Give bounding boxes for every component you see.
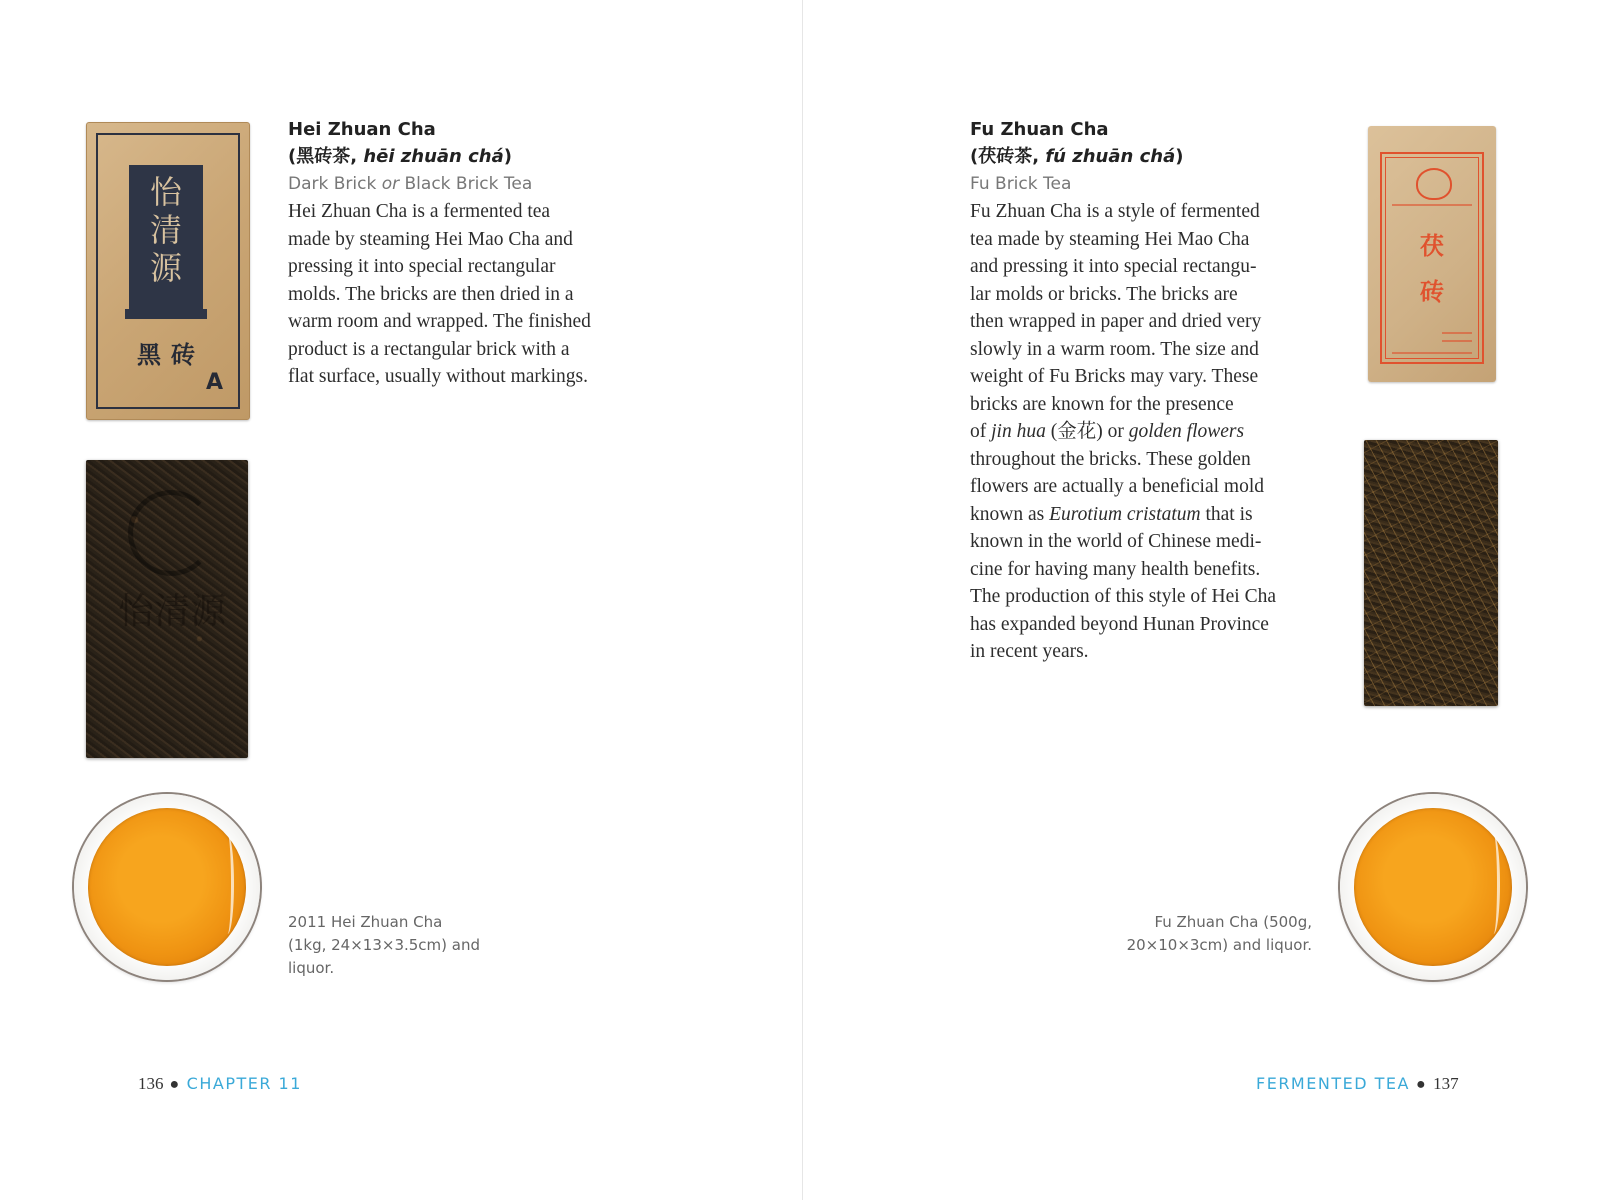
bullet-icon: ● (1415, 1076, 1428, 1093)
wrapper-char: 源 (149, 249, 182, 287)
brick-emboss-crescent (128, 490, 214, 576)
body-line: weight of Fu Bricks may vary. These (970, 366, 1259, 387)
running-head: CHAPTER 11 (186, 1074, 302, 1093)
chinese-suffix: ) (503, 146, 513, 167)
entry-title: Fu Zhuan Cha (970, 119, 1109, 140)
body-line: flowers are actually a beneficial mold (970, 476, 1264, 497)
wrapper-seal (129, 165, 203, 315)
text-run: known as (970, 503, 1050, 525)
text-run: (金花) or (1045, 421, 1129, 442)
caption-line: (1kg, 24×13×3.5cm) and (288, 936, 481, 954)
term-eurotium: Eurotium cristatum (1049, 503, 1201, 525)
body-line: and pressing it into special rectangu- (970, 256, 1257, 277)
body-line: The production of this style of Hei Cha (970, 586, 1276, 607)
body-line: Fu Zhuan Cha is a style of fermented (970, 201, 1260, 222)
wrapper-small-print (1392, 352, 1472, 354)
fu-zhuan-liquor-cup-image (1340, 794, 1526, 980)
wrapper-emblem-icon (1416, 168, 1452, 200)
caption-line: Fu Zhuan Cha (500g, (1154, 913, 1312, 931)
body-line: made by steaming Hei Mao Cha and (288, 228, 573, 250)
fu-zhuan-brick-image (1364, 440, 1498, 706)
brick-emboss-text: 怡清源 (118, 591, 227, 632)
brand-logo-icon: A (205, 370, 223, 395)
chinese-prefix: (黑砖茶, (288, 146, 364, 167)
wrapper-char: 砖 (1420, 277, 1444, 306)
folio-left (138, 1074, 302, 1094)
hei-zhuan-liquor-cup-image (74, 794, 260, 980)
fu-zhuan-wrapped-brick-image (1368, 126, 1496, 382)
text-run: that is (1200, 503, 1253, 525)
body-line: pressing it into special rectangular (288, 256, 556, 277)
english-name-or: or (381, 174, 400, 194)
hei-zhuan-wrapped-brick-image (86, 122, 250, 420)
page-number: 136 (138, 1074, 164, 1093)
body-line: bricks are known for the presence (970, 393, 1234, 415)
image-caption (1100, 911, 1312, 957)
body-line (970, 501, 1320, 529)
english-name-part: Black Brick Tea (399, 174, 533, 194)
term-golden-flowers: golden flowers (1128, 421, 1245, 442)
wrapper-label: 黑砖 (137, 340, 205, 369)
body-line: molds. The bricks are then dried in a (288, 283, 574, 305)
body-line: in recent years. (970, 641, 1089, 662)
chinese-suffix: ) (1175, 146, 1184, 167)
caption-line: 2011 Hei Zhuan Cha (288, 913, 443, 931)
pinyin: fú zhuān chá (1045, 146, 1176, 167)
spread-gutter (802, 0, 803, 1200)
caption-line: 20×10×3cm) and liquor. (1126, 936, 1312, 954)
body-line: tea made by steaming Hei Mao Cha (970, 228, 1250, 250)
entry-english-name: Fu Brick Tea (970, 174, 1072, 194)
entry-body (970, 198, 1320, 666)
body-line: then wrapped in paper and dried very (970, 311, 1262, 332)
hei-zhuan-brick-image (86, 460, 248, 758)
body-line: slowly in a warm room. The size and (970, 338, 1259, 360)
entry-english-name (288, 171, 532, 198)
wrapper-char: 怡 (149, 173, 182, 211)
pinyin: hēi zhuān chá (363, 146, 504, 167)
wrapper-char: 清 (149, 211, 182, 249)
image-caption (288, 911, 480, 980)
body-line: warm room and wrapped. The finished (288, 311, 591, 332)
body-line: known in the world of Chinese medi- (970, 531, 1262, 552)
body-line: throughout the bricks. These golden (970, 448, 1251, 470)
entry-title: Hei Zhuan Cha (288, 119, 436, 140)
chinese-prefix: (茯砖茶, (970, 146, 1046, 167)
cup-shine (221, 834, 234, 934)
wrapper-small-print (1442, 332, 1472, 334)
caption-line: liquor. (288, 959, 335, 977)
folio-right (1256, 1074, 1459, 1094)
page-number: 137 (1433, 1074, 1459, 1093)
body-line (970, 418, 1320, 446)
running-head: FERMENTED TEA (1256, 1074, 1410, 1093)
body-line: lar molds or bricks. The bricks are (970, 283, 1238, 305)
cup-shine (1487, 834, 1500, 934)
bullet-icon: ● (169, 1076, 181, 1093)
wrapper-char: 茯 (1420, 231, 1444, 260)
wrapper-seal-base (125, 309, 207, 319)
entry-body (288, 198, 648, 391)
wrapper-small-print (1442, 340, 1472, 342)
body-line: cine for having many health benefits. (970, 558, 1261, 580)
entry-chinese-name (288, 143, 512, 170)
text-run: of (970, 421, 992, 442)
term-jin-hua: jin hua (991, 421, 1046, 442)
body-line: Hei Zhuan Cha is a fermented tea (288, 201, 551, 222)
entry-chinese-name (970, 143, 1183, 170)
wrapper-small-print (1392, 204, 1472, 206)
body-line: has expanded beyond Hunan Province (970, 613, 1269, 635)
body-line: product is a rectangular brick with a (288, 338, 570, 360)
english-name-part: Dark Brick (288, 174, 382, 194)
body-line: flat surface, usually without markings. (288, 366, 589, 387)
